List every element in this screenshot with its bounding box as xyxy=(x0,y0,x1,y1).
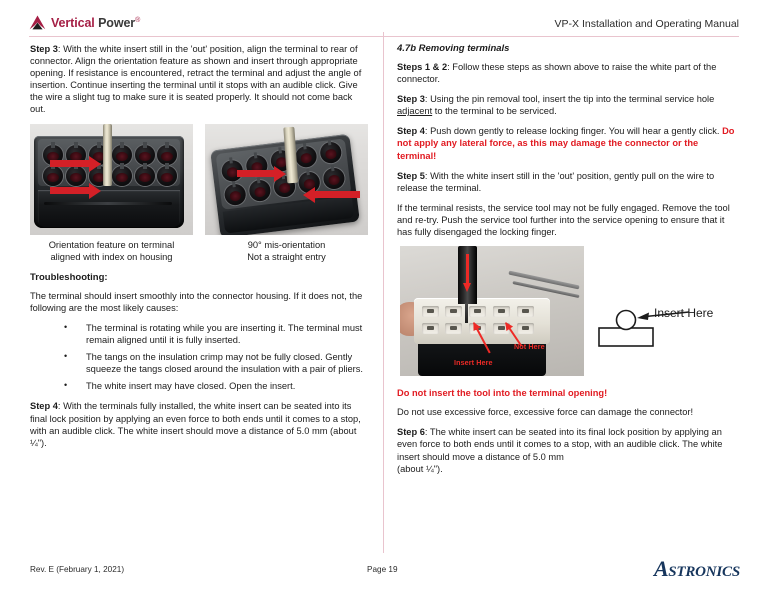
right-column xyxy=(397,43,739,483)
terminal-hole xyxy=(248,178,271,201)
list-item: • The white insert may have closed. Open the insert. xyxy=(64,380,368,392)
astronics-logo xyxy=(654,558,740,580)
left-figure-captions xyxy=(30,239,368,263)
figure2-caption-line2: Not a straight entry xyxy=(247,251,326,262)
figure1-caption-line2: aligned with index on housing xyxy=(50,251,173,262)
vertical-power-triangle-icon xyxy=(29,15,46,30)
right-step6-label: Step 6 xyxy=(397,427,425,438)
terminal-hole xyxy=(157,166,177,186)
right-step5-paragraph xyxy=(397,170,739,194)
astronics-logo-a: A xyxy=(654,556,669,581)
terminal-cavity xyxy=(517,323,534,334)
terminal-hole xyxy=(112,166,132,186)
terminal-cavity xyxy=(445,323,462,334)
diagram-insert-here-label: Insert Here xyxy=(654,306,714,321)
left-step3-text: : With the white insert still in the 'out' position, align the terminal to rear of connector. Align the orientation feature as shown and insert through appropriate opening. If resistance is encountered, retract the terminal and adjust the angle of insertion. Continue inserting the terminal until it stops with an audible click. Give the wire a slight tug to make sure it is seated properly. It should not come back out. xyxy=(30,44,362,115)
right-figure-group xyxy=(397,246,739,378)
terminal-hole xyxy=(157,145,177,165)
terminal-cavity xyxy=(422,306,439,317)
left-figure-pair xyxy=(30,124,368,235)
right-steps12-text: : Follow these steps as shown above to raise the white part of the connector. xyxy=(397,62,717,85)
right-warning-heading: Do not insert the tool into the terminal opening! xyxy=(397,388,608,399)
right-step6-text: : The white insert can be seated into its final lock position by applying an even force to both ends until it comes to a stop, with an audible click. The white insert should move a distance of 5.0 mm xyxy=(397,427,723,462)
terminal-cavity xyxy=(422,323,439,334)
right-step5-text: : With the white insert still in the 'out' position, gently pull on the wire to release the terminal. xyxy=(397,170,715,193)
page-header xyxy=(0,0,768,37)
red-arrow-lower xyxy=(50,187,90,194)
right-step5-label: Step 5 xyxy=(397,170,425,181)
list-item: • The terminal is rotating while you are inserting it. The terminal must remain aligned until it is fully inserted. xyxy=(64,322,368,346)
troubleshooting-intro: The terminal should insert smoothly into the connector housing. If it does not, the following are the most likely causes: xyxy=(30,290,363,313)
troubleshooting-heading: Troubleshooting: xyxy=(30,271,108,283)
right-step6-paragraph xyxy=(397,426,739,474)
terminal-hole xyxy=(319,141,342,164)
manual-title: VP-X Installation and Operating Manual xyxy=(554,18,739,30)
right-steps12-label: Steps 1 & 2 xyxy=(397,62,448,72)
figure1-caption xyxy=(30,239,193,263)
right-step4-text: : Push down gently to release locking finger. You will hear a gently click. xyxy=(424,126,723,137)
brand-wordmark xyxy=(51,16,140,30)
list-item: • The tangs on the insulation crimp may not be fully closed. Gently squeeze the tangs closed around the insulation with a pair of pliers. xyxy=(64,351,368,375)
left-step4-text: : With the terminals fully installed, the white insert can be seated into its final lock position by applying an even force to both ends until it comes to a stop, with an audible click. The white insert should move a distance of 5.0 mm (about ¼"). xyxy=(30,401,361,448)
right-step4-warning: Do not apply any lateral force, as this may damage the connector or the terminal! xyxy=(397,126,735,161)
red-arrow-pointing-left xyxy=(314,191,360,198)
terminal-hole xyxy=(294,145,317,168)
figure1-caption-line1: Orientation feature on terminal xyxy=(48,239,175,250)
terminal-hole xyxy=(135,145,155,165)
right-step3-paragraph xyxy=(397,93,739,117)
terminal-cavity xyxy=(469,306,486,317)
connector-skirt xyxy=(38,190,180,227)
service-hole-diagram xyxy=(597,302,739,350)
red-down-arrow-icon xyxy=(466,254,469,284)
right-force-note: Do not use excessive force, excessive force can damage the connector! xyxy=(397,407,694,418)
left-column xyxy=(30,43,368,457)
astronics-logo-rest: STRONICS xyxy=(668,564,740,580)
terminal-hole xyxy=(322,166,345,189)
right-step3-underlined-word: adjacent xyxy=(397,106,433,117)
left-step3-paragraph xyxy=(30,43,368,116)
figure2-caption xyxy=(205,239,368,263)
terminal-hole xyxy=(112,145,132,165)
vertical-power-logo xyxy=(29,15,140,30)
figure2-caption-line1: 90° mis-orientation xyxy=(247,239,326,250)
right-step4-label: Step 4 xyxy=(397,126,425,137)
figure-pin-removal-tool-photo xyxy=(400,246,584,376)
terminal-cavity xyxy=(493,306,510,317)
not-here-annotation: Not Here xyxy=(514,342,545,352)
terminal-hole xyxy=(43,166,63,186)
troubleshooting-causes-list xyxy=(30,322,368,392)
right-step3-text-before: : Using the pin removal tool, insert the tip into the terminal service hole xyxy=(424,94,715,105)
terminal-cavity xyxy=(445,306,462,317)
right-step6-text2: (about ¼"). xyxy=(397,463,443,474)
connector-housing-front xyxy=(34,136,184,228)
terminal-hole xyxy=(135,166,155,186)
right-steps12-paragraph xyxy=(397,61,739,85)
right-step3-label: Step 3 xyxy=(397,94,425,105)
connector-housing-angled xyxy=(210,133,360,234)
left-step4-label: Step 4 xyxy=(30,401,58,412)
section-heading-4-7b: 4.7b Removing terminals xyxy=(397,43,510,54)
header-divider-rule xyxy=(29,36,739,37)
figure-terminal-misoriented-photo xyxy=(205,124,368,235)
right-step3-text-after: to the terminal to be serviced. xyxy=(432,106,557,117)
brand-word-vertical: Vertical xyxy=(51,15,95,30)
right-resist-note: If the terminal resists, the service tool may not be fully engaged. Remove the tool and re-try. Push the service tool further into the service opening to ensure that it has fully disengaged the locking finger. xyxy=(397,202,730,238)
figure-terminal-aligned-photo xyxy=(30,124,193,235)
brand-word-power: Power xyxy=(98,15,136,30)
column-divider-rule xyxy=(383,32,384,553)
red-arrow-upper xyxy=(50,160,90,167)
left-step3-label: Step 3 xyxy=(30,44,58,54)
registered-mark: ® xyxy=(135,16,141,24)
pin-removal-tool-tip xyxy=(465,303,468,323)
terminal-hole xyxy=(66,166,86,186)
right-step4-paragraph xyxy=(397,125,739,161)
left-step4-paragraph xyxy=(30,400,368,448)
page-footer xyxy=(0,556,768,593)
page-number: Page 19 xyxy=(367,565,398,574)
insert-here-annotation: Insert Here xyxy=(454,358,493,368)
terminal-cavity xyxy=(517,306,534,317)
revision-text: Rev. E (February 1, 2021) xyxy=(30,565,125,574)
red-arrow-pointing-right xyxy=(237,170,275,177)
terminal-pin xyxy=(103,124,112,186)
terminal-hole xyxy=(223,182,246,205)
